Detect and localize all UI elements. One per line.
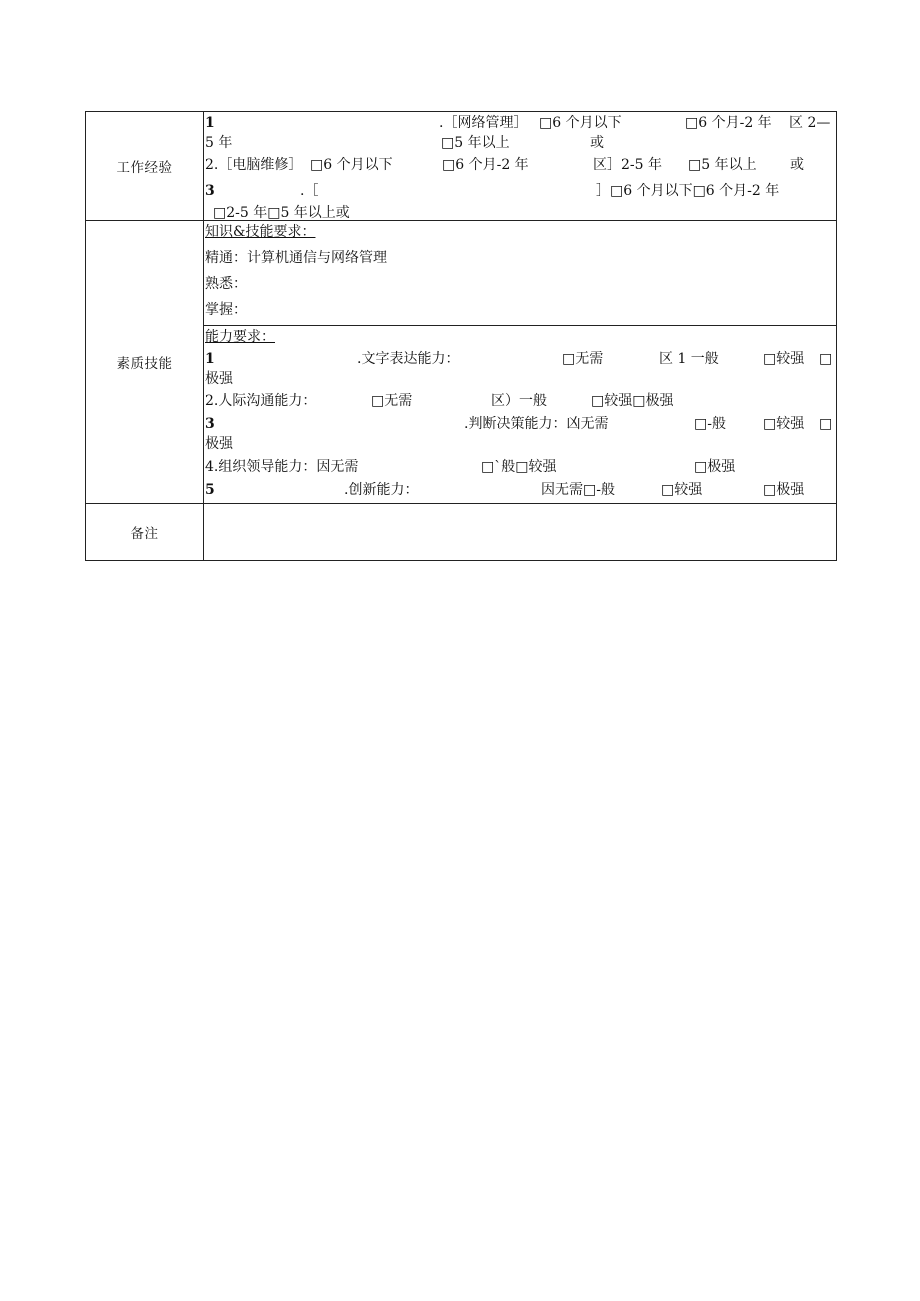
exp1-option-6m-2y: □6 个月-2 年 [685, 115, 772, 131]
knowledge-familiar: 熟悉： [205, 276, 247, 292]
knowledge-master: 掌握： [205, 302, 247, 318]
exp2-option-over-5y: □5 年以上 [688, 157, 757, 173]
exp1-option-2-5y: 区 2— [789, 115, 831, 131]
ability4-name-option-none: 4.组织领导能力：因无需 [205, 459, 359, 475]
quality-skills-content [204, 221, 837, 504]
ability5-option-very-strong: □极强 [763, 482, 805, 498]
exp2-option-under-6m: □6 个月以下 [310, 157, 393, 173]
exp2-option-2-5y: 区］2-5 年 [593, 157, 662, 173]
ability3-option-general: □-般 [694, 416, 726, 432]
ability3-option-very-strong-text: 极强 [205, 436, 233, 452]
work-experience-label: 工作经验 [86, 112, 204, 221]
exp3-number: 3 [205, 183, 215, 199]
ability4-option-very-strong: □极强 [694, 459, 736, 475]
remarks-label: 备注 [86, 504, 204, 561]
ability1-option-none: □无需 [562, 351, 604, 367]
work-experience-content [204, 112, 837, 221]
ability1-option-very-strong-box: □ [819, 351, 833, 367]
ability1-option-very-strong-text: 极强 [205, 371, 233, 387]
ability3-number: 3 [205, 416, 215, 432]
ability5-option-none-general: 因无需□-般 [541, 482, 615, 498]
exp1-option-over-5y: □5 年以上 [441, 135, 510, 151]
ability1-option-general: 区 1 一般 [659, 351, 719, 367]
knowledge-heading: 知识&技能要求： [205, 224, 316, 240]
remarks-row [86, 504, 837, 561]
exp2-title: 2.［电脑维修］ [205, 157, 303, 173]
ability1-name: .文字表达能力： [357, 351, 460, 367]
exp3-options-under-6m-and-6m-2y: ］□6 个月以下□6 个月-2 年 [596, 183, 780, 199]
ability2-option-strong-very-strong: □较强□极强 [591, 393, 674, 409]
ability1-number: 1 [205, 351, 215, 367]
quality-skills-row [86, 221, 837, 504]
ability3-name-option-none: .判断决策能力：凶无需 [464, 416, 609, 432]
job-description-table [85, 111, 837, 561]
exp2-or: 或 [790, 157, 804, 173]
exp1-option-2-5y-cont: 5 年 [205, 135, 233, 151]
ability2-option-none: □无需 [371, 393, 413, 409]
remarks-content [204, 504, 837, 561]
work-experience-row [86, 112, 837, 221]
exp1-option-under-6m: □6 个月以下 [539, 115, 622, 131]
exp1-number: 1 [205, 115, 215, 131]
ability3-option-strong: □较强 [763, 416, 805, 432]
ability3-option-very-strong-box: □ [819, 416, 833, 432]
ability5-name: .创新能力： [344, 482, 419, 498]
ability-heading: 能力要求： [205, 329, 275, 345]
ability2-name: 2.人际沟通能力： [205, 393, 317, 409]
ability5-option-strong: □较强 [661, 482, 703, 498]
knowledge-section [204, 221, 836, 326]
exp3-options-2-5y-over-5y: □2-5 年□5 年以上或 [213, 205, 350, 221]
quality-skills-label: 素质技能 [86, 221, 204, 504]
exp3-title: .［ [300, 183, 319, 199]
ability2-option-general: 区）一般 [491, 393, 547, 409]
ability1-option-strong: □较强 [763, 351, 805, 367]
exp2-option-6m-2y: □6 个月-2 年 [442, 157, 529, 173]
exp1-title: .［网络管理］ [439, 115, 528, 131]
knowledge-proficient: 精通：计算机通信与网络管理 [205, 250, 387, 266]
exp1-or: 或 [590, 135, 604, 151]
ability-section [204, 326, 836, 503]
ability5-number: 5 [205, 482, 215, 498]
ability4-option-general-strong: □ˋ般□较强 [481, 459, 557, 475]
